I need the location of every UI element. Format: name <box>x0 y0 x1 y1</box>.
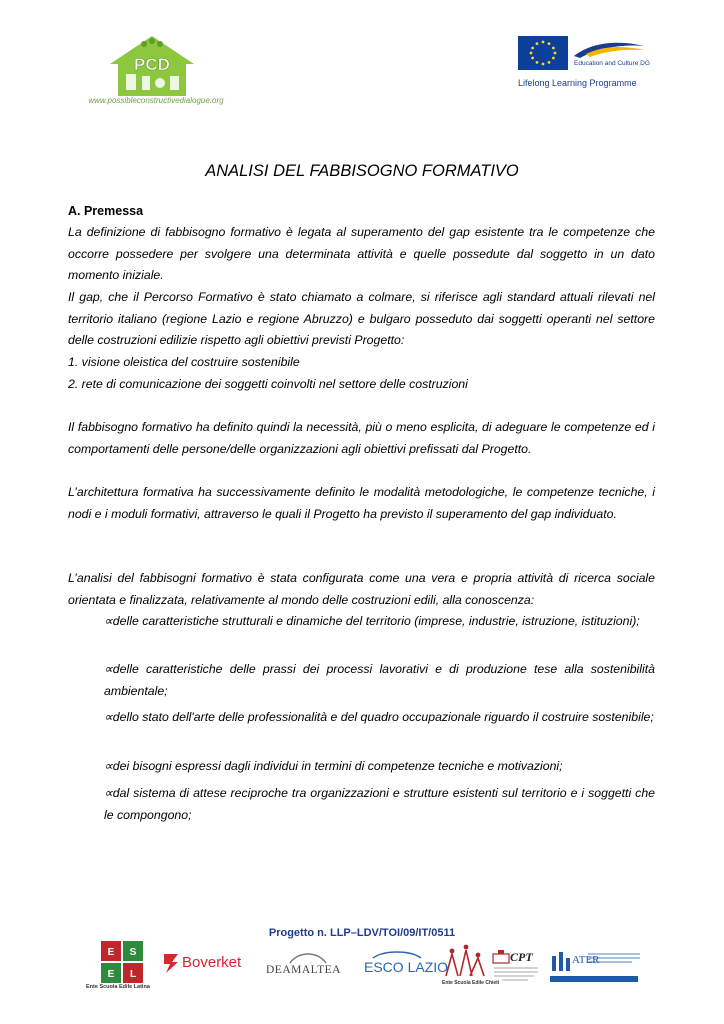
bullet-symbol: ∝ <box>104 786 113 800</box>
list-item <box>104 783 655 826</box>
boverket-mark-icon <box>162 952 180 974</box>
cpt-logo <box>492 948 542 984</box>
bullet-symbol: ∝ <box>104 662 113 676</box>
esel-logo <box>86 940 154 994</box>
paragraph-analisi: L’analisi del fabbisogni formativo è stata configurata come una vera e propria attività di ricerca sociale orientata e finalizzata, relativamente al mondo delle costruzioni edili, alla conoscenza: <box>68 571 655 607</box>
esel-letter-4: L <box>129 969 137 980</box>
ater-text-lines-icon <box>588 952 640 964</box>
esel-caption: Ente Scuola Edile Latina <box>86 984 150 990</box>
eu-flag-icon <box>518 36 568 70</box>
pcd-website-url[interactable]: www.possibleconstructivedialogue.org <box>88 96 224 105</box>
bullet-symbol: ∝ <box>104 614 113 628</box>
list-item <box>104 611 655 633</box>
list-item <box>104 659 655 702</box>
deamaltea-label: DEAMALTEA <box>266 964 341 976</box>
paragraph-objective-2: 2. rete di comunicazione dei soggetti coinvolti nel settore delle costruzioni <box>68 377 468 391</box>
paragraph-definition: La definizione di fabbisogno formativo è legata al superamento del gap esistente tra le competenze che occorre possedere per svolgere una determinata attività e quelle possedute dal soggetto in un dato momento iniziale. <box>68 225 655 283</box>
chieti-caption: Ente Scuola Edile Chieti <box>442 980 500 986</box>
boverket-label: Boverket <box>182 954 242 971</box>
list-item <box>104 707 655 729</box>
ater-bar <box>550 976 638 982</box>
esco-label: ESCO LAZIO <box>364 959 449 975</box>
pcd-logo <box>104 34 200 98</box>
esel-letter-3: E <box>107 969 115 980</box>
cpt-label: CPT <box>510 950 533 964</box>
paragraph-architettura: L’architettura formativa ha successivamente definito le modalità metodologiche, le competenze tecniche, i nodi e i moduli formativi, attraverso le quali il Progetto ha previsto il superamento del gap individuato. <box>68 485 655 521</box>
list-item-text: delle caratteristiche strutturali e dinamiche del territorio (imprese, industrie, istruzione, istituzioni); <box>112 614 640 628</box>
eu-programme-label: Lifelong Learning Programme <box>518 78 637 88</box>
section-heading: A. Premessa <box>68 204 144 218</box>
bullet-symbol: ∝ <box>104 759 113 773</box>
esco-lazio-logo <box>362 950 449 980</box>
chieti-figures-icon <box>440 944 486 978</box>
chieti-logo <box>440 944 500 988</box>
paragraph-fabbisogno: Il fabbisogno formativo ha definito quindi la necessità, più o meno esplicita, di adeguare le competenze ed i comportamenti delle persone/delle organizzazioni agli obiettivi prefissati dal Progetto. <box>68 420 655 456</box>
bullet-symbol: ∝ <box>104 710 113 724</box>
eu-swoosh-icon <box>572 38 646 60</box>
ater-towers-icon <box>550 950 572 972</box>
paragraph-objective-1: 1. visione oleistica del costruire sostenibile <box>68 355 300 369</box>
list-item-text: delle caratteristiche delle prassi dei processi lavorativi e di produzione tese alla sostenibilità ambientale; <box>104 662 655 698</box>
cpt-text-lines-icon <box>494 966 540 982</box>
deamaltea-arc-icon <box>288 950 328 964</box>
list-item <box>104 756 655 778</box>
eu-lifelong-learning-logo <box>516 36 650 92</box>
deamaltea-logo <box>266 950 352 980</box>
cpt-building-icon <box>492 950 510 964</box>
project-code: Progetto n. LLP–LDV/TOI/09/IT/0511 <box>268 927 456 939</box>
esel-letter-1: E <box>107 947 115 958</box>
ater-label: ATER <box>572 954 600 966</box>
eu-dg-label: Education and Culture DG <box>574 60 650 67</box>
boverket-logo <box>162 952 254 976</box>
list-item-text: dello stato dell'arte delle professionalità e del quadro occupazionale riguardo il costruire sostenibile; <box>112 710 654 724</box>
page-title: ANALISI DEL FABBISOGNO FORMATIVO <box>205 162 519 180</box>
esel-letter-2: S <box>129 947 137 958</box>
list-item-text: dal sistema di attese reciproche tra organizzazioni e strutture esistenti sul territorio e i soggetti che le compongono; <box>104 786 655 822</box>
list-item-text: dei bisogni espressi dagli individui in termini di competenze tecniche e motivazioni; <box>112 759 563 773</box>
ater-logo <box>548 946 640 986</box>
pcd-logo-text: PCD <box>134 55 170 74</box>
paragraph-gap: Il gap, che il Percorso Formativo è stato chiamato a colmare, si riferisce agli standard attuali rilevati nel territorio italiano (regione Lazio e regione Abruzzo) e bulgaro posseduto dai soggetti operanti nel settore delle costruzioni edilizie rispetto agli obiettivi previsti Progetto: <box>68 290 655 348</box>
